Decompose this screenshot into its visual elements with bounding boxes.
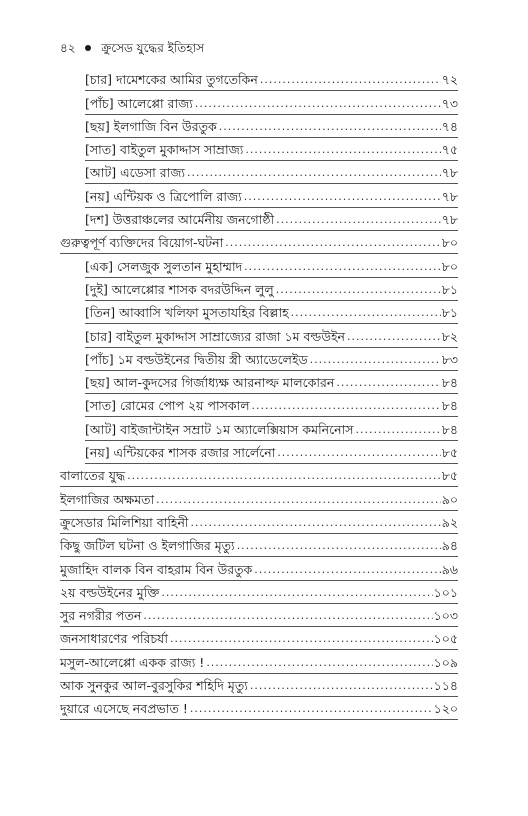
toc-entry-title: [চার] দামেশকের আমির তুগতেকিন <box>85 72 258 88</box>
toc-page-number: ১০৩ <box>433 608 458 624</box>
toc-subentry[interactable] <box>85 371 458 394</box>
dot-leader <box>310 352 441 368</box>
bullet-dot-icon <box>85 45 91 51</box>
toc-page-number: ৭৩ <box>441 95 458 111</box>
toc-entry[interactable] <box>60 464 458 487</box>
dot-leader <box>252 398 441 414</box>
toc-subentry[interactable] <box>85 348 458 371</box>
toc-page-number: ৮৩ <box>441 351 458 367</box>
toc-entry-title: কিছু জটিল ঘটনা ও ইলগাজির মৃত্যু <box>60 538 235 554</box>
toc-entry-title: [এক] সেলজুক সুলতান মুহাম্মাদ <box>85 258 243 274</box>
toc-page-number: ৮০ <box>441 235 458 251</box>
toc-entry-title: [আট] বাইজান্টাইন সম্রাট ১ম অ্যালেক্সিয়াস কমনিনোস <box>85 421 354 437</box>
toc-entry[interactable] <box>60 534 458 557</box>
dot-leader <box>277 445 440 461</box>
toc-entry-title: গুরুত্বপূর্ণ ব্যক্তিদের বিয়োগ-ঘটনা <box>60 235 224 251</box>
toc-entry-title: [সাত] রোমের পোপ ২য় পাসকাল <box>85 398 250 414</box>
toc-entry[interactable] <box>60 581 458 604</box>
toc-page-number: ১২০ <box>433 701 458 717</box>
toc-page-number: ৭৮ <box>441 188 458 204</box>
toc-page-number: ৯৪ <box>441 538 458 554</box>
toc-page-number: ১০৫ <box>433 631 458 647</box>
dot-leader <box>219 119 441 135</box>
toc-entry-title: ক্রুসেডার মিলিশিয়া বাহিনী <box>60 514 189 530</box>
dot-leader <box>250 678 433 694</box>
toc-entry-title: [নয়] এন্টিয়ক ও ত্রিপোলি রাজ্য <box>85 188 242 204</box>
dot-leader <box>195 96 441 112</box>
dot-leader <box>244 259 441 275</box>
dot-leader <box>244 189 441 205</box>
dot-leader <box>291 305 441 321</box>
dot-leader <box>156 492 441 508</box>
dot-leader <box>347 329 441 345</box>
toc-entry-title: মসুল-আলেপ্পো একক রাজ্য ! <box>60 654 205 670</box>
dot-leader <box>254 562 440 578</box>
dot-leader <box>356 422 441 438</box>
toc-subentry[interactable] <box>85 301 458 324</box>
toc-entry-title: [ছয়] ইলগাজি বিন উরতুক <box>85 118 217 134</box>
dot-leader <box>276 282 441 298</box>
toc-page-number: ৯৬ <box>441 561 458 577</box>
toc-entry[interactable] <box>60 231 458 254</box>
dot-leader <box>225 235 441 251</box>
table-of-contents <box>0 68 528 720</box>
dot-leader <box>127 468 441 484</box>
toc-page-number: ৮৫ <box>441 468 458 484</box>
toc-entry-title: মুজাহিদ বালক বিন বাহরাম বিন উরতুক <box>60 561 253 577</box>
toc-page-number: ৮৪ <box>441 421 458 437</box>
toc-entry[interactable] <box>60 650 458 673</box>
toc-entry-title: [দুই] আলেপ্পোর শাসক বদরউদ্দিন লুলু <box>85 281 274 297</box>
toc-entry-title: [পাঁচ] ১ম বল্ডউইনের দ্বিতীয় স্ত্রী অ্যাডেলেইড <box>85 351 308 367</box>
toc-entry[interactable] <box>60 511 458 534</box>
dot-leader <box>161 585 432 601</box>
dot-leader <box>143 608 432 624</box>
toc-entry[interactable] <box>60 487 458 510</box>
toc-subentry[interactable] <box>85 254 458 277</box>
toc-page-number: ৭৮ <box>441 212 458 228</box>
toc-entry[interactable] <box>60 627 458 650</box>
toc-subentry[interactable] <box>85 208 458 231</box>
toc-entry-title: [চার] বাইতুল মুকাদ্দাস সাম্রাজ্যের রাজা ১ম বল্ডউইন <box>85 328 345 344</box>
toc-entry-title: [ছয়] আল-কুদসের গির্জাধ্যক্ষ আরনাল্ফ মালকোরন <box>85 375 335 391</box>
toc-page-number: ৮৪ <box>441 375 458 391</box>
toc-page-number: ৮১ <box>441 305 458 321</box>
toc-page-number: ৭৪ <box>441 118 458 134</box>
toc-entry-title: [নয়] এন্টিয়কের শাসক রজার সার্লেনো <box>85 445 276 461</box>
toc-page-number: ৮২ <box>441 328 458 344</box>
dot-leader <box>191 515 441 531</box>
toc-entry-title: [তিন] আব্বাসি খলিফা মুসতাযহির বিল্লাহ <box>85 305 289 321</box>
toc-page-number: ১১৪ <box>433 678 458 694</box>
toc-page-number: ৭৫ <box>441 142 458 158</box>
dot-leader <box>237 538 441 554</box>
toc-page-number: ৮১ <box>441 281 458 297</box>
toc-entry-title: [দশ] উত্তরাঞ্চলের আর্মেনীয় জনগোষ্ঠী <box>85 212 275 228</box>
toc-entry[interactable] <box>60 674 458 697</box>
toc-entry-title: ২য় বল্ডউইনের মুক্তি <box>60 584 160 600</box>
toc-page-number: ৮৪ <box>441 398 458 414</box>
toc-subentry[interactable] <box>85 161 458 184</box>
toc-subentry[interactable] <box>85 441 458 464</box>
page-header <box>60 40 204 60</box>
toc-subentry[interactable] <box>85 394 458 417</box>
toc-page-number: ৮৫ <box>441 445 458 461</box>
page-number: ৪২ <box>60 41 76 55</box>
toc-page-number: ৯০ <box>441 491 458 507</box>
dot-leader <box>336 375 440 391</box>
toc-entry-title: [পাঁচ] আলেপ্পো রাজ্য <box>85 95 193 111</box>
book-title: ক্রুসেড যুদ্ধের ইতিহাস <box>101 41 205 55</box>
dot-leader <box>187 165 441 181</box>
toc-subentry[interactable] <box>85 91 458 114</box>
toc-subentry[interactable] <box>85 68 458 91</box>
dot-leader <box>245 142 440 158</box>
toc-subentry[interactable] <box>85 417 458 440</box>
toc-subentry[interactable] <box>85 115 458 138</box>
dot-leader <box>206 655 432 671</box>
toc-entry-title: [সাত] বাইতুল মুকাদ্দাস সাম্রাজ্য <box>85 142 244 158</box>
toc-entry-title: সুর নগরীর পতন <box>60 608 142 624</box>
toc-page-number: ১০১ <box>433 584 458 600</box>
toc-entry-title: [আট] এডেসা রাজ্য <box>85 165 186 181</box>
toc-page-number: ৮০ <box>441 258 458 274</box>
toc-page-number: ১০৯ <box>433 654 458 670</box>
toc-entry-title: জনসাধারণের পরিচর্যা <box>60 631 168 647</box>
toc-entry-title: ইলগাজির অক্ষমতা <box>60 491 155 507</box>
dot-leader <box>276 212 441 228</box>
toc-page-number: ৯২ <box>441 514 458 530</box>
dot-leader <box>190 701 433 717</box>
toc-subentry[interactable] <box>85 184 458 207</box>
toc-entry-title: দুয়ারে এসেছে নবপ্রভাত ! <box>60 701 188 717</box>
toc-entry-title: বালাতের যুদ্ধ <box>60 468 126 484</box>
toc-entry[interactable] <box>60 604 458 627</box>
toc-page-number: ৭৮ <box>441 165 458 181</box>
toc-entry-title: আক সুনকুর আল-বুরসুকির শহিদি মৃত্যু <box>60 678 248 694</box>
toc-subentry[interactable] <box>85 138 458 161</box>
toc-page-number: ৭২ <box>441 72 458 88</box>
toc-entry[interactable] <box>60 697 458 720</box>
toc-entry[interactable] <box>60 557 458 580</box>
toc-subentry[interactable] <box>85 278 458 301</box>
dot-leader <box>170 631 433 647</box>
toc-subentry[interactable] <box>85 324 458 347</box>
dot-leader <box>260 72 441 88</box>
